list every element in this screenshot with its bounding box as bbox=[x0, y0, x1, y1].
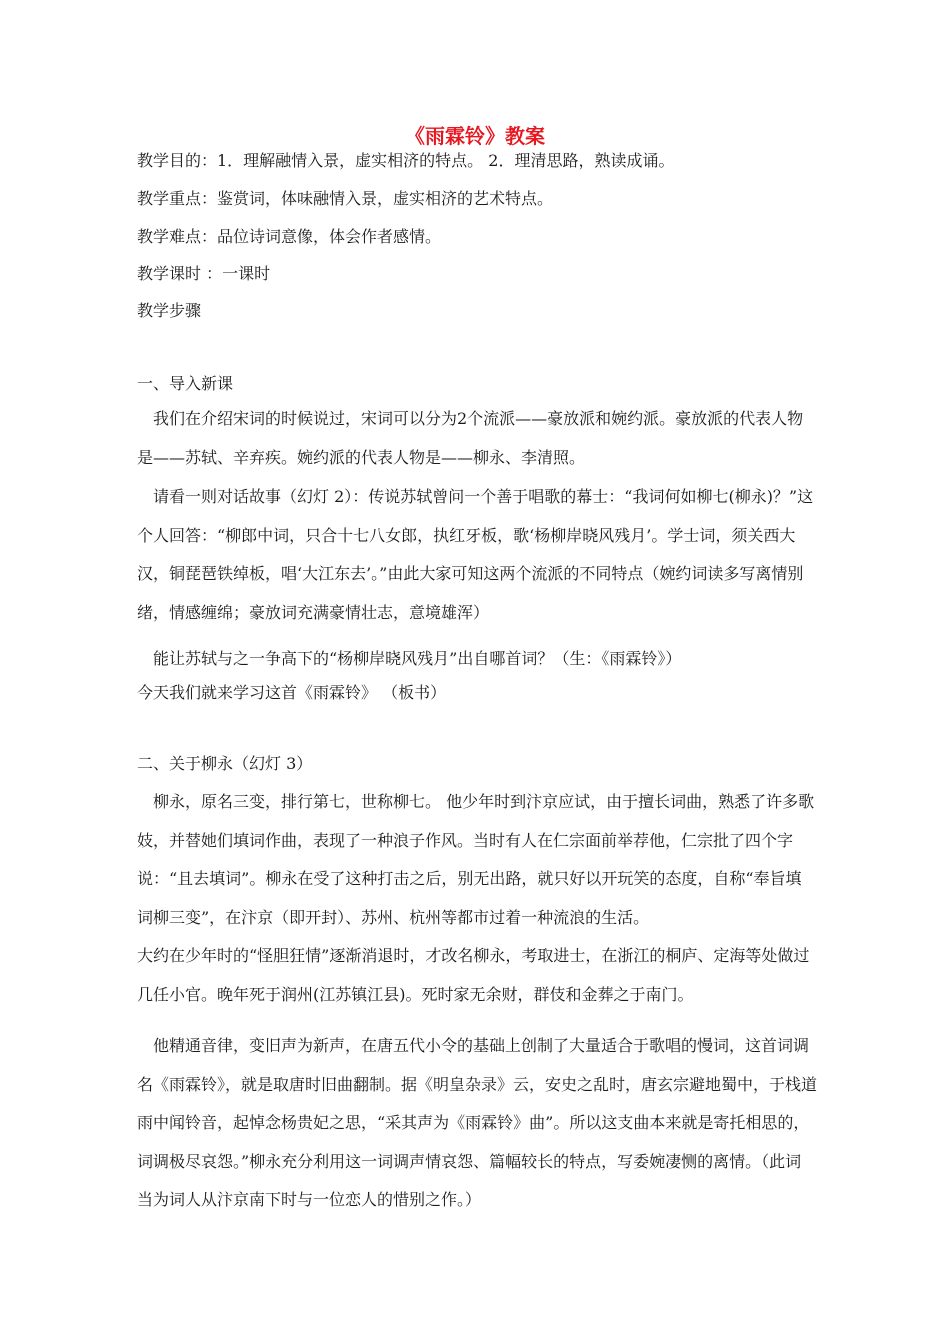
section1-paragraph-3: 能让苏轼与之一争高下的“杨柳岸晓风残月”出自哪首词？（生：《雨霖铃》） bbox=[153, 649, 682, 668]
teaching-difficulty: 教学难点：品位诗词意像，体会作者感情。 bbox=[137, 227, 442, 246]
section2-paragraph-1: 柳永，原名三变，排行第七，世称柳七。 他少年时到汴京应试，由于擅长词曲，熟悉了许多歌妓，并替她们填词作曲，表现了一种浪子作风。当时有人在仁宗面前举荐他，仁宗批了四个字说：“且去填词”。柳永在受了这种打击之后，别无出路，就只好以开玩笑的态度，自称“奉旨填词柳三变”，在汴京（即开封）、苏州、杭州等都市过着一种流浪的生活。 bbox=[137, 792, 815, 927]
teaching-key-point: 教学重点：鉴赏词，体味融情入景，虚实相济的艺术特点。 bbox=[137, 189, 554, 208]
teaching-objective: 教学目的：1．理解融情入景，虚实相济的特点。 2．理清思路，熟读成诵。 bbox=[137, 151, 675, 170]
teaching-class-hours: 教学课时 ：一课时 bbox=[137, 264, 271, 283]
document-title: 《雨霖铃》教案 bbox=[405, 124, 545, 148]
section2-paragraph-2: 大约在少年时的“怪胆狂情”逐渐消退时，才改名柳永，考取进士，在浙江的桐庐、定海等处做过几任小官。晚年死于润州(江苏镇江县)。死时家无余财，群伎和金葬之于南门。 bbox=[137, 946, 810, 1004]
section2-paragraph-3: 他精通音律，变旧声为新声，在唐五代小令的基础上创制了大量适合于歌唱的慢词，这首词调名《雨霖铃》，就是取唐时旧曲翻制。据《明皇杂录》云，安史之乱时，唐玄宗避地蜀中，于栈道雨中闻铃音，起悼念杨贵妃之思，“采其声为《雨霖铃》曲”。所以这支曲本来就是寄托相思的，词调极尽哀怨。”柳永充分利用这一词调声情哀怨、篇幅较长的特点，写委婉凄恻的离情。（此词当为词人从汴京南下时与一位恋人的惜别之作。） bbox=[137, 1036, 818, 1209]
section1-paragraph-2: 请看一则对话故事（幻灯 2）：传说苏轼曾问一个善于唱歌的幕士：“我词何如柳七(柳永)？”这个人回答：“柳郎中词，只合十七八女郎，执红牙板，歌‘杨柳岸晓风残月’。学士词，须关西大汉，铜琵琶铁绰板，唱‘大江东去’。”由此大家可知这两个流派的不同特点（婉约词读多写离情别绪，情感缠绵；豪放词充满豪情壮志，意境雄浑） bbox=[137, 487, 814, 622]
section1-heading: 一、导入新课 bbox=[137, 374, 234, 393]
teaching-steps-heading: 教学步骤 bbox=[137, 301, 202, 320]
section1-paragraph-1: 我们在介绍宋词的时候说过，宋词可以分为2个流派——豪放派和婉约派。豪放派的代表人物是——苏轼、辛弃疾。婉约派的代表人物是——柳永、李清照。 bbox=[137, 409, 804, 467]
section1-paragraph-4: 今天我们就来学习这首《雨霖铃》 （板书） bbox=[137, 683, 447, 702]
section2-heading: 二、关于柳永（幻灯 3） bbox=[137, 754, 313, 773]
